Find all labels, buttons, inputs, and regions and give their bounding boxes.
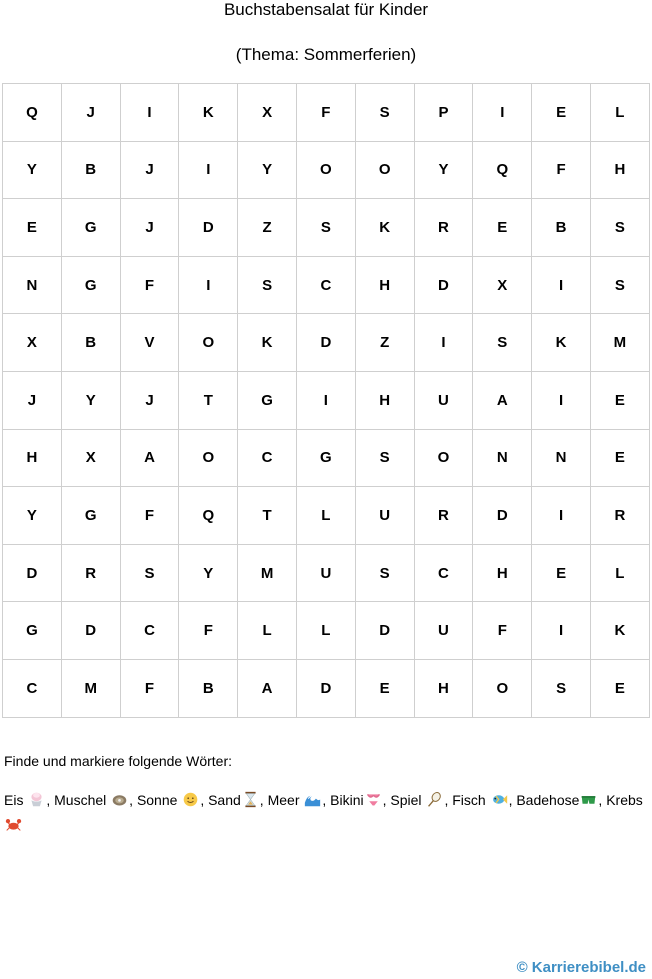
grid-cell[interactable]: M bbox=[238, 544, 297, 602]
grid-cell[interactable]: K bbox=[532, 314, 591, 372]
grid-cell[interactable]: Y bbox=[3, 487, 62, 545]
grid-cell[interactable]: A bbox=[238, 659, 297, 717]
grid-cell[interactable]: V bbox=[120, 314, 179, 372]
grid-cell[interactable]: F bbox=[120, 256, 179, 314]
word-item bbox=[54, 792, 129, 808]
word-item bbox=[137, 792, 200, 808]
word-list bbox=[4, 788, 644, 838]
grid-cell[interactable]: O bbox=[473, 659, 532, 717]
grid-cell[interactable]: T bbox=[238, 487, 297, 545]
grid-cell[interactable]: L bbox=[590, 544, 649, 602]
grid-cell[interactable]: D bbox=[296, 314, 355, 372]
grid-cell[interactable]: F bbox=[179, 602, 238, 660]
grid-cell[interactable]: K bbox=[355, 199, 414, 257]
word-separator: , bbox=[382, 792, 391, 808]
grid-cell[interactable]: B bbox=[532, 199, 591, 257]
grid-cell[interactable]: J bbox=[120, 141, 179, 199]
word-item bbox=[4, 792, 46, 808]
grid-cell[interactable]: Q bbox=[3, 84, 62, 142]
grid-cell[interactable]: D bbox=[3, 544, 62, 602]
grid-cell[interactable]: S bbox=[355, 84, 414, 142]
word-separator: , bbox=[508, 792, 517, 808]
grid-cell[interactable]: S bbox=[296, 199, 355, 257]
grid-cell[interactable]: R bbox=[414, 199, 473, 257]
grid-cell[interactable]: H bbox=[590, 141, 649, 199]
wave-icon bbox=[304, 791, 321, 808]
grid-cell[interactable]: J bbox=[120, 199, 179, 257]
grid-row bbox=[3, 199, 650, 257]
grid-cell[interactable]: F bbox=[120, 487, 179, 545]
word-item bbox=[268, 792, 323, 808]
grid-cell[interactable]: T bbox=[179, 371, 238, 429]
grid-cell[interactable]: S bbox=[120, 544, 179, 602]
page-subtitle: (Thema: Sommerferien) bbox=[235, 45, 417, 64]
grid-cell[interactable]: X bbox=[61, 429, 120, 487]
grid-cell[interactable]: G bbox=[61, 199, 120, 257]
grid-cell[interactable]: P bbox=[414, 84, 473, 142]
word-text: Muschel bbox=[54, 792, 107, 808]
sun-face-icon bbox=[182, 791, 199, 808]
word-separator: , bbox=[200, 792, 209, 808]
grid-cell[interactable]: C bbox=[238, 429, 297, 487]
grid-row bbox=[3, 371, 650, 429]
grid-cell[interactable]: K bbox=[590, 602, 649, 660]
grid-cell[interactable]: I bbox=[414, 314, 473, 372]
grid-row bbox=[3, 84, 650, 142]
bikini-icon bbox=[365, 791, 382, 808]
grid-cell[interactable]: Q bbox=[473, 141, 532, 199]
grid-cell[interactable]: L bbox=[296, 602, 355, 660]
word-text: Badehose bbox=[516, 792, 580, 808]
grid-row bbox=[3, 602, 650, 660]
grid-cell[interactable]: L bbox=[238, 602, 297, 660]
grid-cell[interactable]: C bbox=[120, 602, 179, 660]
word-separator: , bbox=[322, 792, 331, 808]
word-text: Eis bbox=[4, 792, 24, 808]
word-separator: , bbox=[444, 792, 453, 808]
grid-cell[interactable]: S bbox=[355, 429, 414, 487]
grid-cell[interactable]: U bbox=[414, 602, 473, 660]
grid-cell[interactable]: Z bbox=[355, 314, 414, 372]
word-item bbox=[516, 792, 598, 808]
grid-cell[interactable]: Y bbox=[61, 371, 120, 429]
grid-cell[interactable]: L bbox=[590, 84, 649, 142]
grid-cell[interactable]: D bbox=[414, 256, 473, 314]
grid-cell[interactable]: O bbox=[179, 429, 238, 487]
grid-cell[interactable]: R bbox=[61, 544, 120, 602]
grid-cell[interactable]: B bbox=[179, 659, 238, 717]
grid-cell[interactable]: O bbox=[296, 141, 355, 199]
grid-cell[interactable]: Y bbox=[414, 141, 473, 199]
crab-icon bbox=[5, 816, 22, 833]
grid-cell[interactable]: K bbox=[179, 84, 238, 142]
word-item bbox=[208, 792, 260, 808]
grid-cell[interactable]: I bbox=[179, 141, 238, 199]
word-item bbox=[452, 792, 508, 808]
grid-cell[interactable]: R bbox=[590, 487, 649, 545]
grid-cell[interactable]: X bbox=[473, 256, 532, 314]
grid-cell[interactable]: E bbox=[590, 659, 649, 717]
grid-cell[interactable]: X bbox=[238, 84, 297, 142]
grid-cell[interactable]: D bbox=[355, 602, 414, 660]
word-text: Bikini bbox=[330, 792, 364, 808]
grid-cell[interactable]: E bbox=[473, 199, 532, 257]
grid-cell[interactable]: O bbox=[355, 141, 414, 199]
grid-cell[interactable]: J bbox=[3, 371, 62, 429]
grid-cell[interactable]: D bbox=[61, 602, 120, 660]
grid-cell[interactable]: N bbox=[3, 256, 62, 314]
grid-cell[interactable]: G bbox=[238, 371, 297, 429]
grid-cell[interactable]: U bbox=[414, 371, 473, 429]
grid-cell[interactable]: I bbox=[120, 84, 179, 142]
word-text: Spiel bbox=[390, 792, 422, 808]
grid-cell[interactable]: H bbox=[473, 544, 532, 602]
badminton-icon bbox=[426, 791, 443, 808]
grid-cell[interactable]: O bbox=[414, 429, 473, 487]
tropical-fish-icon bbox=[491, 791, 508, 808]
grid-cell[interactable]: Y bbox=[3, 141, 62, 199]
grid-cell[interactable]: H bbox=[3, 429, 62, 487]
grid-cell[interactable]: Z bbox=[238, 199, 297, 257]
grid-cell[interactable]: U bbox=[355, 487, 414, 545]
grid-cell[interactable]: K bbox=[238, 314, 297, 372]
grid-cell[interactable]: C bbox=[3, 659, 62, 717]
grid-cell[interactable]: E bbox=[590, 371, 649, 429]
grid-cell[interactable]: C bbox=[296, 256, 355, 314]
grid-row bbox=[3, 314, 650, 372]
oyster-icon bbox=[111, 791, 128, 808]
grid-row bbox=[3, 256, 650, 314]
grid-cell[interactable]: I bbox=[532, 487, 591, 545]
word-separator: , bbox=[259, 792, 268, 808]
footer-brand[interactable]: © Karrierebibel.de bbox=[516, 959, 646, 976]
grid-row bbox=[3, 429, 650, 487]
grid-cell[interactable]: I bbox=[473, 84, 532, 142]
grid-cell[interactable]: S bbox=[355, 544, 414, 602]
grid-cell[interactable]: I bbox=[532, 602, 591, 660]
grid-cell[interactable]: I bbox=[532, 256, 591, 314]
grid-cell[interactable]: Y bbox=[238, 141, 297, 199]
swim-shorts-icon bbox=[580, 791, 597, 808]
grid-cell[interactable]: F bbox=[296, 84, 355, 142]
grid-cell[interactable]: H bbox=[355, 371, 414, 429]
grid-cell[interactable]: J bbox=[61, 84, 120, 142]
grid-cell[interactable]: L bbox=[296, 487, 355, 545]
grid-cell[interactable]: E bbox=[590, 429, 649, 487]
word-text: Meer bbox=[267, 792, 300, 808]
word-text: Sand bbox=[208, 792, 241, 808]
page-title: Buchstabensalat für Kinder bbox=[223, 0, 429, 19]
grid-cell[interactable]: S bbox=[590, 199, 649, 257]
grid-cell[interactable]: H bbox=[414, 659, 473, 717]
word-text: Krebs bbox=[606, 792, 643, 808]
grid-cell[interactable]: F bbox=[120, 659, 179, 717]
grid-cell[interactable]: A bbox=[120, 429, 179, 487]
letter-grid bbox=[2, 83, 650, 718]
grid-cell[interactable]: E bbox=[532, 544, 591, 602]
instruction-text: Finde und markiere folgende Wörter: bbox=[4, 753, 232, 769]
grid-cell[interactable]: U bbox=[296, 544, 355, 602]
grid-cell[interactable]: I bbox=[296, 371, 355, 429]
word-item bbox=[390, 792, 444, 808]
grid-cell[interactable]: G bbox=[61, 256, 120, 314]
grid-cell[interactable]: X bbox=[3, 314, 62, 372]
word-text: Fisch bbox=[452, 792, 486, 808]
grid-cell[interactable]: D bbox=[179, 199, 238, 257]
grid-cell[interactable]: B bbox=[61, 141, 120, 199]
word-item bbox=[330, 792, 382, 808]
grid-row bbox=[3, 141, 650, 199]
grid-cell[interactable]: I bbox=[532, 371, 591, 429]
grid-cell[interactable]: G bbox=[296, 429, 355, 487]
grid-cell[interactable]: I bbox=[179, 256, 238, 314]
grid-cell[interactable]: B bbox=[61, 314, 120, 372]
grid-cell[interactable]: Y bbox=[179, 544, 238, 602]
grid-cell[interactable]: E bbox=[355, 659, 414, 717]
grid-cell[interactable]: C bbox=[414, 544, 473, 602]
word-separator: , bbox=[129, 792, 137, 808]
grid-cell[interactable]: S bbox=[238, 256, 297, 314]
grid-cell[interactable]: N bbox=[532, 429, 591, 487]
hourglass-icon bbox=[242, 791, 259, 808]
grid-cell[interactable]: D bbox=[296, 659, 355, 717]
grid-cell[interactable]: F bbox=[473, 602, 532, 660]
word-text: Sonne bbox=[136, 792, 178, 808]
grid-row bbox=[3, 487, 650, 545]
grid-cell[interactable]: H bbox=[355, 256, 414, 314]
grid-cell[interactable]: G bbox=[3, 602, 62, 660]
grid-cell[interactable]: M bbox=[61, 659, 120, 717]
word-separator: , bbox=[46, 792, 55, 808]
grid-cell[interactable]: O bbox=[179, 314, 238, 372]
grid-cell[interactable]: A bbox=[473, 371, 532, 429]
ice-cream-icon bbox=[28, 791, 45, 808]
grid-cell[interactable]: F bbox=[532, 141, 591, 199]
grid-cell[interactable]: M bbox=[590, 314, 649, 372]
grid-cell[interactable]: R bbox=[414, 487, 473, 545]
grid-row bbox=[3, 544, 650, 602]
grid-cell[interactable]: N bbox=[473, 429, 532, 487]
grid-cell[interactable]: D bbox=[473, 487, 532, 545]
grid-cell[interactable]: E bbox=[532, 84, 591, 142]
grid-cell[interactable]: G bbox=[61, 487, 120, 545]
grid-cell[interactable]: S bbox=[590, 256, 649, 314]
grid-cell[interactable]: J bbox=[120, 371, 179, 429]
grid-cell[interactable]: Q bbox=[179, 487, 238, 545]
grid-row bbox=[3, 659, 650, 717]
word-separator: , bbox=[598, 792, 607, 808]
grid-cell[interactable]: E bbox=[3, 199, 62, 257]
grid-cell[interactable]: S bbox=[473, 314, 532, 372]
grid-cell[interactable]: S bbox=[532, 659, 591, 717]
